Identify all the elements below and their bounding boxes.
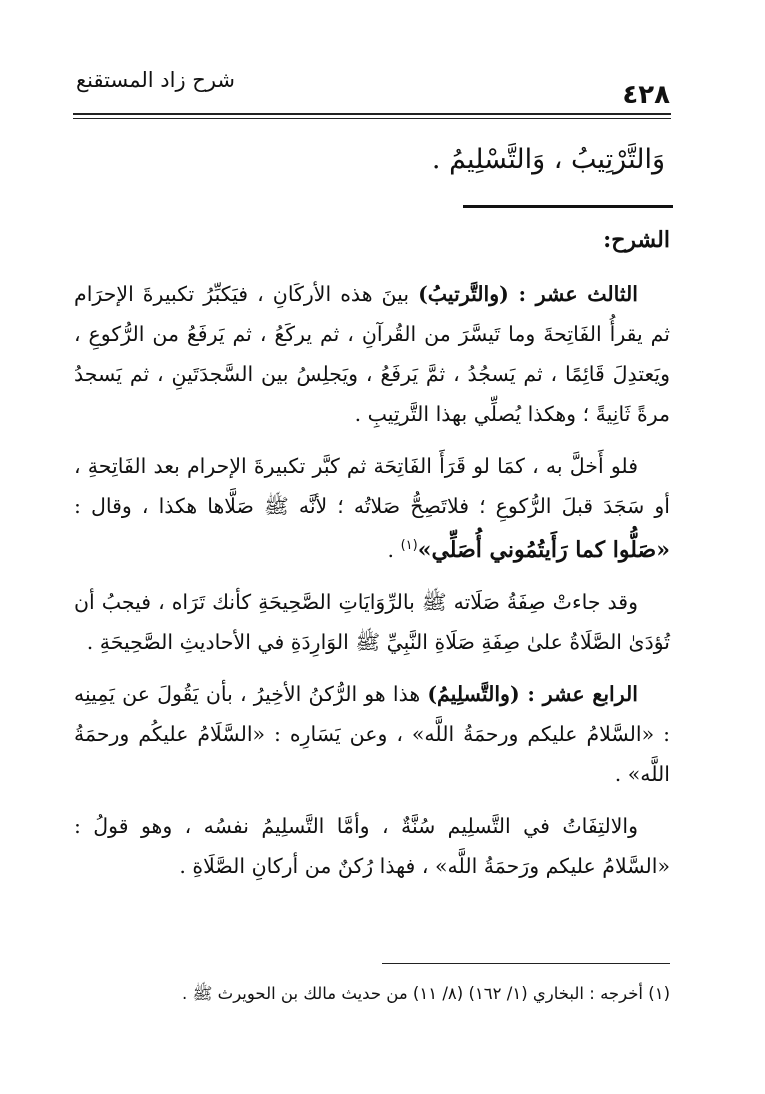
commentary-heading: الشرح: [603,227,670,253]
paragraph-lead: الرابع عشر : (والتَّسلِيمُ) [427,681,638,706]
paragraph-text: هذا هو الرُّكنُ الأخِيرُ ، بأن يَقُولَ عن يَمِينِه : «السَّلامُ عليكم ورحمَةُ اللَّه» ، وعن يَسَارِه : «السَّلَامُ عليكُم ورحمَةُ اللَّه» . [74,681,670,786]
paragraph-text: فلو أَخلَّ به ، كمَا لو قَرَأَ الفَاتِحَة ثم كبَّر تكبيرةَ الإحرام بعد الفَاتِحةِ ، أو سَجَدَ قبلَ الرُّكوعِ ؛ فلاتَصِحُّ صَلاتُه ؛ لأنَّه ﷺ صَلَّاها هكذا ، وقال : [74,454,670,518]
page-header [68,62,670,112]
hadith-quote: «صَلُّوا كما رَأَيتُمُوني أُصَلِّي» [417,536,670,563]
footnote-marker: (١) [400,538,418,553]
paragraph-lead: الثالث عشر : (والتَّرتيبُ) [418,282,638,306]
paragraph-description [74,582,670,662]
paragraph-end: . [387,537,401,562]
header-rule [73,113,671,115]
book-title: شرح زاد المستقنع [76,68,235,92]
paragraph-text: والالتِفَاتُ في التَّسلِيم سُنَّةٌ ، وأمَّا التَّسلِيمُ نفسُه ، وهو قولُ : «السَّلامُ عليكم ورَحمَةُ اللَّه» ، فهذا رُكنٌ من أركانِ الصَّلَاةِ . [74,813,670,878]
paragraph-text: بينَ هذه الأركَانِ ، فيَكبِّرُ تكبيرةَ الإحرَام ثم يقرأُ الفَاتِحةَ وما تَيسَّرَ من القُرآنِ ، ثم يركَعُ ، ثم يَرفَعُ من الرُّكوعِ ، ويَعتدِلَ قَائِمًا ، ثم يَسجُدُ ، ثمَّ يَرفَعُ ، ويَجلِسُ بين السَّجدَتَينِ ، ثم يَسجدُ مرةً ثَانِيةً ؛ وهكذا يُصلِّي بهذا التَّرتِيبِ . [74,282,670,426]
paragraph-tartib [74,274,670,434]
matn-divider [463,205,673,208]
paragraph-text: وقد جاءتْ صِفَةُ صَلَاته ﷺ بالرِّوَايَاتِ الصَّحِيحَةِ كأنك تَرَاه ، فيجبُ أن تُؤدَىٰ الصَّلَاةُ علىٰ صِفَةِ صَلَاةِ النَّبِيِّ ﷺ الوَارِدَةِ في الأحاديثِ الصَّحِيحَةِ . [74,589,670,654]
paragraph-breach [74,446,670,570]
header-rule-thin [73,118,671,119]
matn-text: وَالتَّرْتِيبُ ، وَالتَّسْلِيمُ . [431,144,665,175]
paragraph-iltifat [74,806,670,886]
footnote: (١) أخرجه : البخاري (١/ ١٦٢) (٨/ ١١) من حديث مالك بن الحويرث ﷺ . [182,984,670,1003]
footnote-divider [382,963,670,964]
page-number: ٤٢٨ [622,80,670,110]
paragraph-taslim [74,674,670,794]
commentary-body [74,220,670,898]
